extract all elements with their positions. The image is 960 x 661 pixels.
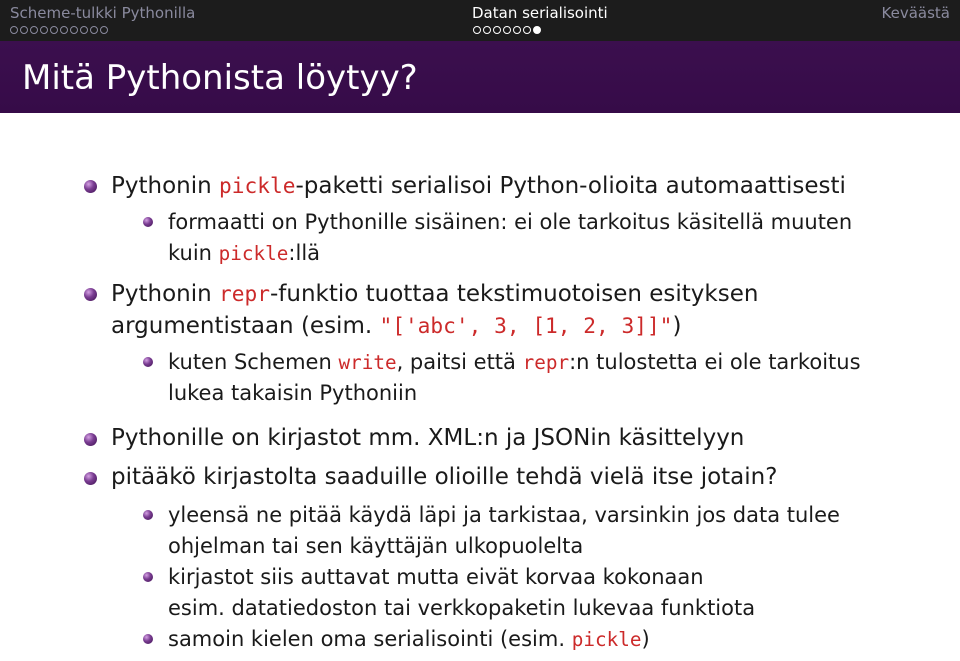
section-link-keväästä[interactable]: Keväästä bbox=[881, 4, 950, 22]
text: :llä bbox=[288, 241, 321, 265]
text: -funktio tuottaa tekstimuotoisen esityksen bbox=[269, 281, 759, 307]
code-pickle: pickle bbox=[571, 628, 642, 651]
text: ) bbox=[641, 627, 650, 651]
subbullet-validate bbox=[168, 500, 840, 562]
subbullet-repr-write bbox=[168, 347, 861, 409]
bullet-ball-icon bbox=[143, 217, 153, 227]
bullet-repr bbox=[111, 278, 758, 342]
text: :n tulostetta ei ole tarkoitus bbox=[569, 350, 861, 374]
bullet-ball-icon bbox=[84, 433, 97, 446]
text: samoin kielen oma serialisointi (esim. bbox=[168, 627, 572, 651]
bullet-ball-icon bbox=[143, 634, 153, 644]
text: , paitsi että bbox=[396, 350, 523, 374]
bullet-ball-icon bbox=[143, 357, 153, 367]
bullet-ball-icon bbox=[143, 572, 153, 582]
frame-title: Mitä Pythonista löytyy? bbox=[22, 58, 418, 98]
text: kuten Schemen bbox=[168, 350, 339, 374]
code-repr: repr bbox=[522, 351, 570, 374]
text: -paketti serialisoi Python-olioita automaattisesti bbox=[295, 173, 846, 199]
section-link-serialisointi[interactable]: Datan serialisointi bbox=[472, 4, 608, 22]
code-repr: repr bbox=[219, 281, 270, 306]
subbullet-libraries-help bbox=[168, 562, 755, 624]
bullet-ball-icon bbox=[143, 510, 153, 520]
bullet-libraries: Pythonille on kirjastot mm. XML:n ja JSONin käsittelyyn bbox=[111, 425, 745, 451]
code-repr-example: "['abc', 3, [1, 2, 3]]" bbox=[379, 313, 673, 338]
text: Pythonin bbox=[111, 173, 220, 199]
text: kuin bbox=[168, 241, 219, 265]
code-pickle: pickle bbox=[219, 173, 296, 198]
bullet-ball-icon bbox=[84, 472, 97, 485]
subbullet-own-serialization bbox=[168, 624, 650, 655]
bullet-ball-icon bbox=[84, 180, 97, 193]
code-write: write bbox=[338, 351, 397, 374]
bullet-pickle bbox=[111, 170, 846, 202]
bullet-postprocess: pitääkö kirjastolta saaduille olioille tehdä vielä itse jotain? bbox=[111, 464, 778, 490]
text: lukea takaisin Pythoniin bbox=[168, 381, 418, 405]
text: Pythonin bbox=[111, 281, 220, 307]
bullet-ball-icon bbox=[84, 288, 97, 301]
text: yleensä ne pitää käydä läpi ja tarkistaa, varsinkin jos data tulee bbox=[168, 503, 840, 527]
section-link-scheme-tulkki[interactable]: Scheme-tulkki Pythonilla bbox=[10, 4, 196, 22]
text: argumentistaan (esim. bbox=[111, 313, 380, 339]
text: ohjelman tai sen käyttäjän ulkopuolelta bbox=[168, 534, 584, 558]
subbullet-pickle-format bbox=[168, 207, 852, 269]
code-pickle: pickle bbox=[218, 242, 289, 265]
text: ) bbox=[672, 313, 682, 339]
text: esim. datatiedoston tai verkkopaketin lukevaa funktiota bbox=[168, 596, 756, 620]
text: formaatti on Pythonille sisäinen: ei ole tarkoitus käsitellä muuten bbox=[168, 210, 853, 234]
text: kirjastot siis auttavat mutta eivät korvaa kokonaan bbox=[168, 565, 704, 589]
